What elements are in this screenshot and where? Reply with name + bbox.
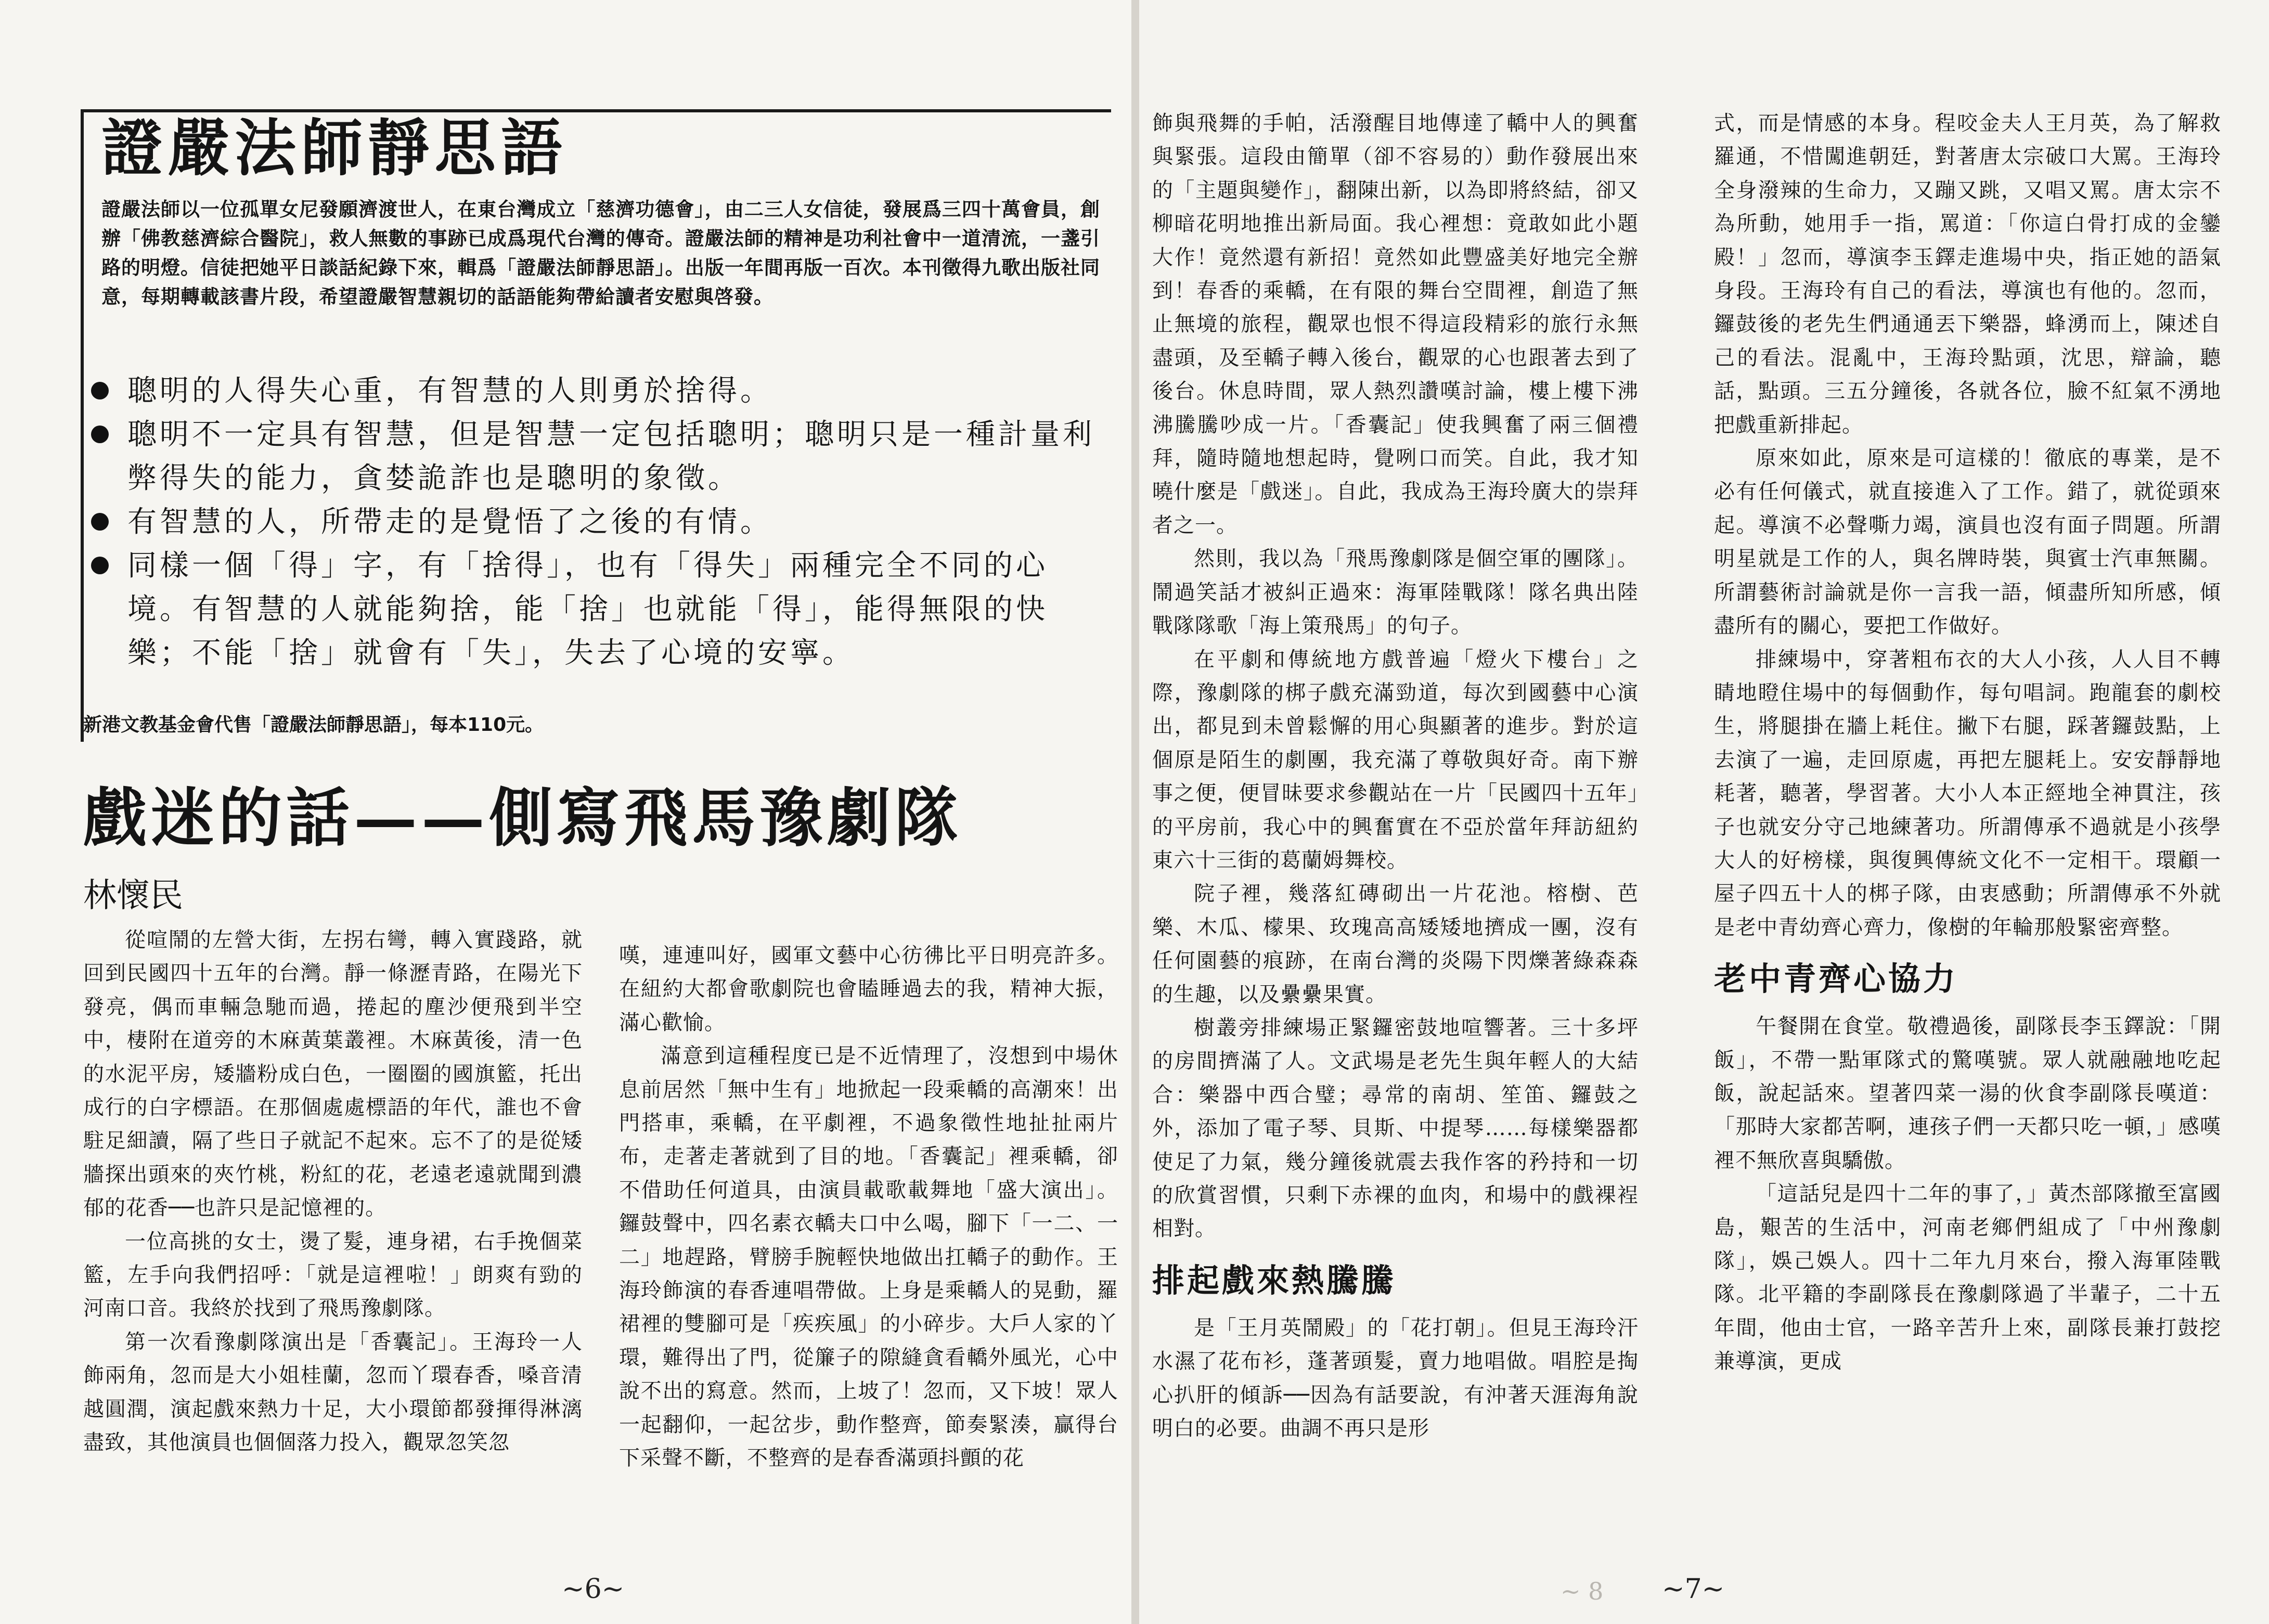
- subheading: 排起戲來熱騰騰: [1152, 1261, 1397, 1299]
- paragraph: 第一次看豫劇隊演出是「香囊記」。王海玲一人飾兩角，忽而是大小姐桂蘭，忽而丫環春香，嗓音清越圓潤，演起戲來熱力十足，大小環節都發揮得淋漓盡致，其他演員也個個落力投入，觀眾忽笑忽: [83, 1330, 583, 1455]
- bullet-icon: [91, 426, 109, 443]
- bullet-icon: [91, 557, 109, 574]
- page-number: ~7~: [1662, 1574, 1725, 1605]
- article-column-1: [83, 923, 583, 1460]
- paragraph: 排練場中，穿著粗布衣的大人小孩，人人目不轉睛地瞪住場中的每個動作，每句唱詞。跑龍套的劇校生，將腿掛在牆上耗住。撇下右腿，踩著鑼鼓點，上去演了一遍，走回原處，再把左腿耗上。安安靜靜地耗著，聽著，學習著。大小人本正經地全神貫注，孩子也就安分守己地練著功。所謂傳承不過就是小孩學大人的好榜樣，與復興傳統文化不一定相干。環顧一屋子四五十人的梆子隊，由衷感動；所謂傳承不外就是老中青幼齊心齊力，像樹的年輪那般緊密齊整。: [1714, 647, 2221, 939]
- bullet-icon: [91, 382, 109, 399]
- paragraph: 嘆，連連叫好，國軍文藝中心彷彿比平日明亮許多。在紐約大都會歌劇院也會瞌睡過去的我，精神大振，滿心歡愉。: [619, 944, 1118, 1035]
- saying-item: 聰明不一定具有智慧，但是智慧一定包括聰明；聰明只是一種計量利弊得失的能力，貪婪詭詐也是聰明的象徵。: [91, 413, 1111, 500]
- bleed-through-page-number: ~ 8: [1561, 1577, 1604, 1605]
- bullet-icon: [91, 513, 109, 531]
- sayings-list: [91, 369, 1111, 675]
- article-title: 戲迷的話——側寫飛馬豫劇隊: [83, 780, 962, 855]
- page-number: ~6~: [562, 1574, 625, 1605]
- article-column-4: [1714, 107, 2221, 1378]
- paragraph: 從喧鬧的左營大街，左拐右彎，轉入實踐路，就回到民國四十五年的台灣。靜一條瀝青路，在陽光下發亮，偶而車輛急馳而過，捲起的塵沙便飛到半空中，棲附在道旁的木麻黃葉叢裡。木麻黃後，清一色的水泥平房，矮牆粉成白色，一圈圈的國旗籃，托出成行的白字標語。在那個處處標語的年代，誰也不會駐足細讀，隔了些日子就記不起來。忘不了的是從矮牆探出頭來的夾竹桃，粉紅的花，老遠老遠就聞到濃郁的花香──也許只是記憶裡的。: [83, 928, 583, 1220]
- saying-item: 有智慧的人，所帶走的是覺悟了之後的有情。: [91, 500, 1111, 544]
- article-column-3: [1152, 107, 1639, 1445]
- paragraph: 滿意到這種程度已是不近情理了，沒想到中場休息前居然「無中生有」地掀起一段乘轎的高潮來！出門搭車，乘轎，在平劇裡，不過象徵性地扯扯兩片布，走著走著就到了目的地。「香囊記」裡乘轎，卻不借助任何道具，由演員載歌載舞地「盛大演出」。鑼鼓聲中，四名素衣轎夫口中么喝，腳下「一二、一二」地趕路，臂膀手腕輕快地做出扛轎子的動作。王海玲飾演的春香連唱帶做。上身是乘轎人的晃動，羅裙裡的雙腳可是「疾疾風」的小碎步。大戶人家的丫環，難得出了門，從簾子的隙縫貪看轎外風光，心中說不出的寫意。然而，上坡了！忽而，又下坡！眾人一起翻仰，一起岔步，動作整齊，節奏緊湊，贏得台下采聲不斷，不整齊的是春香滿頭抖顫的花: [619, 1044, 1118, 1471]
- paragraph: 是「王月英鬧殿」的「花打朝」。但見王海玲汗水濕了花布衫，蓬著頭髮，賣力地唱做。唱腔是掏心扒肝的傾訴──因為有話要說，有沖著天涯海角說明白的必要。曲調不再只是形: [1152, 1316, 1639, 1441]
- paragraph: 在平劇和傳統地方戲普遍「燈火下樓台」之際，豫劇隊的梆子戲充滿勁道，每次到國藝中心演出，都見到未曾鬆懈的用心與顯著的進步。對於這個原是陌生的劇團，我充滿了尊敬與好奇。南下辦事之便，便冒昧要求參觀站在一片「民國四十五年」的平房前，我心中的興奮實在不亞於當年拜訪紐約東六十三街的葛蘭姆舞校。: [1152, 647, 1639, 872]
- article-author: 林懷民: [83, 877, 183, 915]
- paragraph: 樹叢旁排練場正緊鑼密鼓地喧響著。三十多坪的房間擠滿了人。文武場是老先生與年輕人的大結合：樂器中西合璧；尋常的南胡、笙笛、鑼鼓之外，添加了電子琴、貝斯、中提琴……每樣樂器都使足了力氣，幾分鐘後就震去我作客的矜持和一切的欣賞習慣，只剩下赤裸的血肉，和場中的戲裸裎相對。: [1152, 1015, 1639, 1241]
- paragraph: 「這話兒是四十二年的事了，」黃杰部隊撤至富國島，艱苦的生活中，河南老鄉們組成了「中州豫劇隊」，娛己娛人。四十二年九月來台，撥入海軍陸戰隊。北平籍的李副隊長在豫劇隊過了半輩子，二十五年間，他由士官，一路辛苦升上來，副隊長兼打鼓挖兼導演，更成: [1714, 1182, 2221, 1374]
- book-gutter: [1131, 0, 1139, 1624]
- paragraph: 一位高挑的女士，燙了髮，連身裙，右手挽個菜籃，左手向我們招呼：「就是這裡啦！」朗爽有勁的河南口音。我終於找到了飛馬豫劇隊。: [83, 1229, 583, 1321]
- sale-note: 新港文教基金會代售「證嚴法師靜思語」，每本110元。: [83, 714, 544, 736]
- paragraph: 原來如此，原來是可這樣的！徹底的專業，是不必有任何儀式，就直接進入了工作。錯了，就從頭來起。導演不必聲嘶力竭，演員也沒有面子問題。所謂明星就是工作的人，與名牌時裝，與賓士汽車無關。所謂藝術討論就是你一言我一語，傾盡所知所感，傾盡所有的關心，要把工作做好。: [1714, 446, 2221, 638]
- article-column-2: [619, 939, 1118, 1475]
- subheading: 老中青齊心協力: [1714, 960, 1958, 998]
- left-page: [0, 0, 1131, 1624]
- paragraph: 然則，我以為「飛馬豫劇隊是個空軍的團隊」。鬧過笑話才被糾正過來：海軍陸戰隊！隊名典出陸戰隊隊歌「海上策飛馬」的句子。: [1152, 547, 1639, 638]
- paragraph: 飾與飛舞的手帕，活潑醒目地傳達了轎中人的興奮與緊張。這段由簡單（卻不容易的）動作發展出來的「主題與變作」，翻陳出新，以為即將終結，卻又柳暗花明地推出新局面。我心裡想：竟敢如此小題大作！竟然還有新招！竟然如此豐盛美好地完全辦到！春香的乘轎，在有限的舞台空間裡，創造了無止無境的旅程，觀眾也恨不得這段精彩的旅行永無盡頭，及至轎子轉入後台，觀眾的心也跟著去到了後台。休息時間，眾人熱烈讚嘆討論，樓上樓下沸沸騰騰吵成一片。「香囊記」使我興奮了兩三個禮拜，隨時隨地想起時，覺咧口而笑。自此，我才知曉什麼是「戲迷」。自此，我成為王海玲廣大的崇拜者之一。: [1152, 111, 1639, 537]
- paragraph: 院子裡，幾落紅磚砌出一片花池。榕樹、芭樂、木瓜、檬果、玫瑰高高矮矮地擠成一團，沒有任何園藝的痕跡，在南台灣的炎陽下閃爍著綠森森的生趣，以及纍纍果實。: [1152, 882, 1639, 1007]
- box-intro: 證嚴法師以一位孤單女尼發願濟渡世人，在東台灣成立「慈濟功德會」，由二三人女信徒，發展爲三四十萬會員，創辦「佛教慈濟綜合醫院」，救人無數的事跡已成爲現代台灣的傳奇。證嚴法師的精神是功利社會中一道清流，一盞引路的明燈。信徒把她平日談話紀錄下來，輯爲「證嚴法師靜思語」。出版一年間再版一百次。本刊徵得九歌出版社同意，每期轉載該書片段，希望證嚴智慧親切的話語能夠帶給讀者安慰與啓發。: [101, 198, 1100, 308]
- paragraph: 式，而是情感的本身。程咬金夫人王月英，為了解救羅通，不惜闖進朝廷，對著唐太宗破口大罵。王海玲全身潑辣的生命力，又蹦又跳，又唱又罵。唐太宗不為所動，她用手一指，罵道：「你這白骨打成的金鑾殿！」忽而，導演李玉鐸走進場中央，指正她的語氣身段。王海玲有自己的看法，導演也有他的。忽而，鑼鼓後的老先生們通通丟下樂器，蜂湧而上，陳述自己的看法。混亂中，王海玲點頭，沈思，辯論，聽話，點頭。三五分鐘後，各就各位，臉不紅氣不湧地把戲重新排起。: [1714, 111, 2221, 437]
- saying-item: 同樣一個「得」字，有「捨得」，也有「得失」兩種完全不同的心境。有智慧的人就能夠捨，能「捨」也就能「得」，能得無限的快樂；不能「捨」就會有「失」，失去了心境的安寧。: [91, 544, 1111, 675]
- paragraph: 午餐開在食堂。敬禮過後，副隊長李玉鐸說：「開飯」，不帶一點軍隊式的驚嘆號。眾人就融融地吃起飯，說起話來。望著四菜一湯的伙食李副隊長嘆道：「那時大家都苦啊，連孩子們一天都只吃一頓，」感嘆裡不無欣喜與驕傲。: [1714, 1014, 2221, 1172]
- box-title: 證嚴法師靜思語: [101, 112, 568, 184]
- saying-item: 聰明的人得失心重，有智慧的人則勇於捨得。: [91, 369, 1111, 413]
